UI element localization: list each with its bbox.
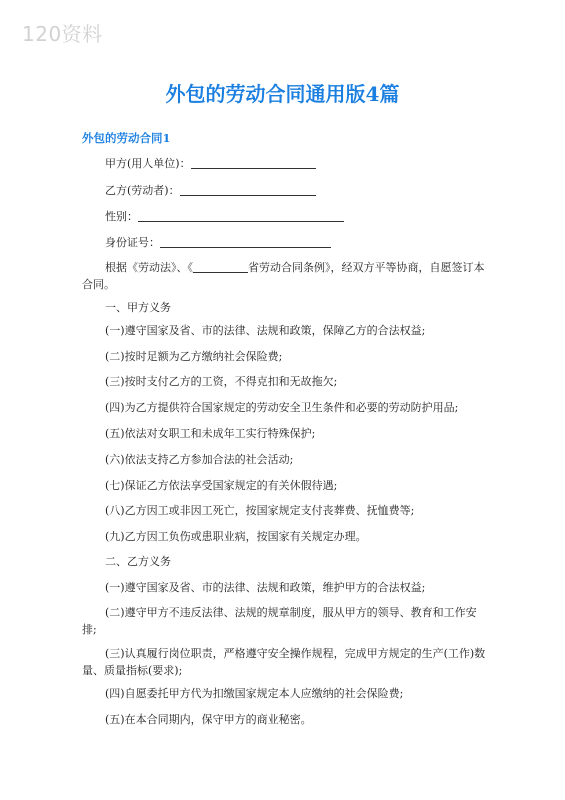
field-id-number	[105, 234, 331, 250]
field-party-b-label: 乙方(劳动者)：	[105, 184, 180, 197]
field-party-b	[105, 182, 316, 198]
section-b-item: (一)遵守国家及省、市的法律、法规和政策，维护甲方的合法权益;	[105, 581, 426, 594]
section-a-item: (六)依法支持乙方参加合法的社会活动;	[105, 453, 294, 466]
section-b-item: (四)自愿委托甲方代为扣缴国家规定本人应缴纳的社会保险费;	[105, 687, 404, 700]
section-a-item: (七)保证乙方依法享受国家规定的有关休假待遇;	[105, 479, 338, 492]
field-id-number-label: 身份证号：	[105, 236, 160, 249]
intro-part2: 省劳动合同条例》，经双方平等协商，自愿签订本合同。	[82, 261, 485, 291]
section-b-item: (五)在本合同期内，保守甲方的商业秘密。	[105, 713, 312, 726]
document-title: 外包的劳动合同通用版4篇	[165, 82, 400, 106]
section-a-heading: 一、甲方义务	[105, 301, 171, 314]
section-a-item: (八)乙方因工或非因工死亡，按国家规定支付丧葬费、抚恤费等;	[105, 504, 415, 517]
section-b-item: (三)认真履行岗位职责，严格遵守安全操作规程，完成甲方规定的生产(工作)数量、质量指标(要求);	[82, 647, 486, 677]
intro-paragraph	[82, 259, 487, 293]
field-gender-label: 性别：	[105, 210, 138, 223]
intro-blank	[193, 260, 248, 273]
section-a-item: (一)遵守国家及省、市的法律、法规和政策，保障乙方的合法权益;	[105, 324, 426, 337]
section-a-item: (三)按时支付乙方的工资，不得克扣和无故拖欠;	[105, 375, 338, 388]
field-party-a-label: 甲方(用人单位)：	[105, 157, 191, 170]
field-party-a-blank	[191, 156, 316, 169]
watermark: 120资料	[22, 22, 103, 46]
field-party-b-blank	[180, 183, 316, 196]
section-a-item: (四)为乙方提供符合国家规定的劳动安全卫生条件和必要的劳动防护用品;	[105, 401, 459, 414]
section-a-item: (九)乙方因工负伤或患职业病，按国家有关规定办理。	[105, 530, 367, 543]
section-b-heading: 二、乙方义务	[105, 555, 171, 568]
field-gender	[105, 208, 344, 224]
section-a-item: (五)依法对女职工和未成年工实行特殊保护;	[105, 427, 316, 440]
field-party-a	[105, 155, 316, 171]
section-a-item: (二)按时足额为乙方缴纳社会保险费;	[105, 350, 283, 363]
field-id-number-blank	[160, 235, 331, 248]
intro-part1: 根据《劳动法》、《	[105, 261, 193, 274]
field-gender-blank	[138, 209, 344, 222]
section-b-item: (二)遵守甲方不违反法律、法规的规章制度，服从甲方的领导、教育和工作安排;	[82, 606, 477, 636]
section-title: 外包的劳动合同1	[82, 131, 171, 145]
